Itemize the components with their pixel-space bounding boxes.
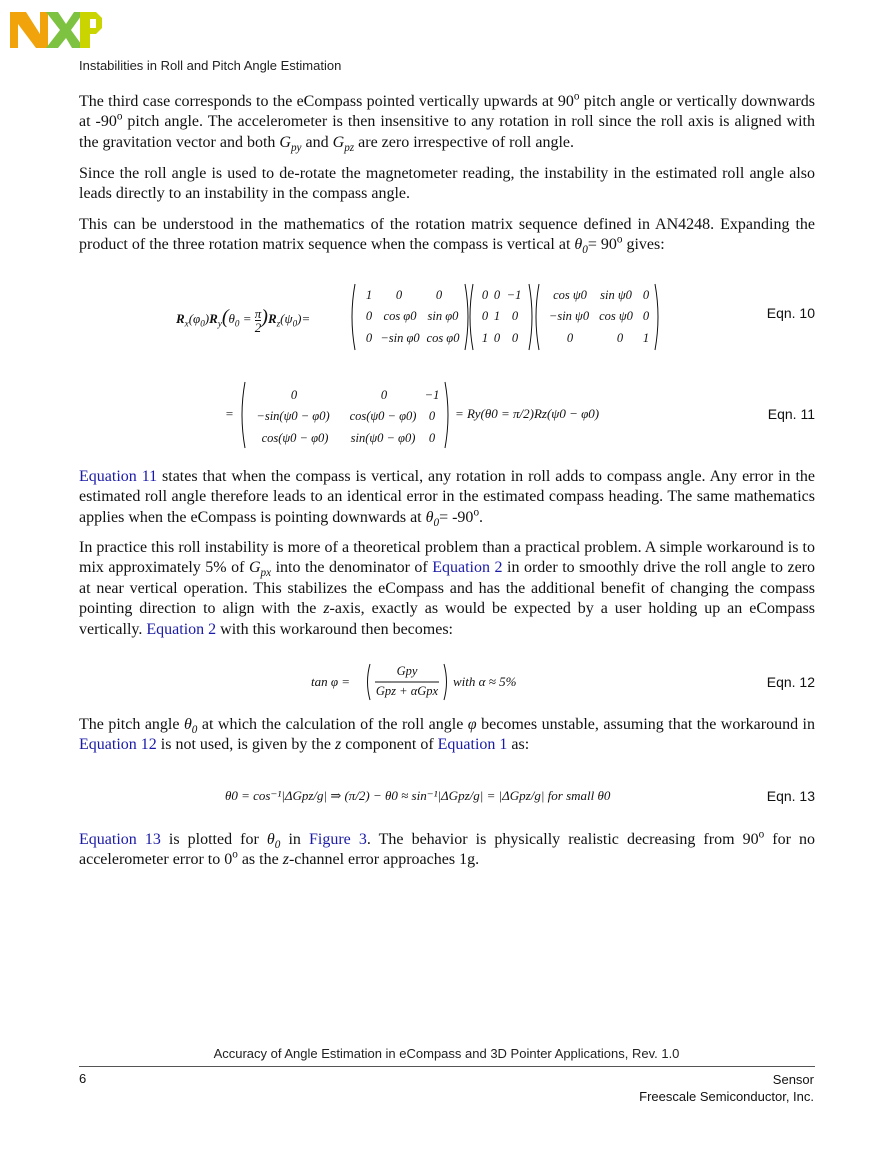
subscript: 0	[191, 724, 198, 737]
equation-12-link[interactable]: Equation 12	[79, 736, 157, 754]
subscript: 0	[433, 517, 440, 529]
text: in	[280, 831, 309, 848]
text: for no accelerometer error to 0	[79, 831, 816, 869]
text: at which the calculation of the roll angle	[197, 716, 468, 733]
eq11-cell: sin(ψ0 − φ0)	[350, 431, 416, 445]
text: The third case corresponds to the eCompass pointed vertically upwards at 90	[79, 93, 574, 110]
eq10-m2-cell: 0	[481, 309, 489, 323]
eq10-m1-cell: 0	[395, 288, 403, 302]
eq11-rhs: = Ry(θ0 = π/2)Rz(ψ0 − φ0)	[455, 406, 600, 421]
symbol: G	[279, 133, 291, 151]
symbol: G	[248, 559, 261, 577]
paragraph-figure3	[79, 830, 815, 871]
text: -channel error approaches 1g.	[288, 851, 480, 869]
symbol: θ	[183, 716, 192, 733]
eq12-lhs: tan φ =	[311, 674, 351, 689]
eq10-m2-cell: 0	[493, 331, 501, 345]
text: as:	[507, 736, 530, 754]
text: gives:	[622, 236, 665, 254]
eq10-m1-cell: cos φ0	[383, 309, 417, 323]
superscript: o	[116, 111, 123, 124]
symbol: G	[332, 133, 345, 151]
text: states that when the compass is vertical, any rotation in roll adds to compass angle. Any error in the estimated roll angle therefore leads to an identical error in the estimated compass heading. The same mathematics applies when the eCompass is pointing downwards at	[79, 468, 816, 526]
paragraph-pitch-instability	[79, 715, 815, 756]
text: = 90	[587, 236, 617, 254]
eq10-m2-cell: 0	[481, 288, 489, 302]
symbol: θ	[266, 831, 275, 848]
equation-11-link[interactable]: Equation 11	[79, 468, 158, 485]
symbol: θ	[574, 236, 583, 254]
equation-1-link[interactable]: Equation 1	[437, 736, 508, 754]
equation-11	[79, 378, 815, 454]
eq10-m2-cell: 0	[493, 288, 501, 302]
eq10-m3-cell: 0	[642, 309, 650, 323]
eqn-10-label: Eqn. 10	[766, 305, 815, 321]
footer-document-title: Accuracy of Angle Estimation in eCompass and 3D Pointer Applications, Rev. 1.0	[213, 1046, 680, 1061]
text: as the	[237, 851, 283, 869]
page-number: 6	[79, 1071, 87, 1086]
eq13-formula: θ0 = cos⁻¹|ΔGpz/g| ⇒ (π/2) − θ0 ≈ sin⁻¹|ΔGpz/g| = |ΔGpz/g| for small θ0	[225, 788, 611, 803]
eq10-m3-cell: 0	[616, 331, 624, 345]
eq10-m2-cell: 0	[511, 331, 519, 345]
eq11-cell: 0	[428, 409, 436, 423]
equation-2-link[interactable]: Equation 2	[146, 620, 217, 638]
eq10-m1-cell: 1	[365, 288, 373, 302]
subscript: px	[260, 567, 272, 580]
symbol: z	[334, 736, 342, 754]
eq10-m1-cell: 0	[365, 331, 373, 345]
text: is not used, is given by the	[156, 736, 335, 754]
eq10-m1-cell: cos φ0	[426, 331, 460, 345]
eq10-lhs: $R_x(\varphi_0)R_y(\theta_0 = \pi$ 2 )$R_z(\psi_0)=$	[176, 305, 311, 335]
eq12-denominator: Gpz + αGpx	[375, 684, 439, 698]
text: and	[301, 133, 333, 151]
text: in order to smoothly drive the roll angle to zero at near vertical operation. This stabilizes the eCompass and has the additional benefit of changing the compass pointing direction to align with the	[79, 559, 816, 618]
eq11-cell: 0	[428, 431, 436, 445]
figure-3-link[interactable]: Figure 3	[308, 831, 367, 848]
text: = -90	[439, 508, 474, 526]
eq11-cell: −1	[424, 388, 440, 402]
text: .	[479, 508, 484, 526]
eq10-m2-cell: 1	[481, 331, 489, 345]
text: In practice this roll instability is more of a theoretical problem than a practical problem. A simple workaround is to mix approximately 5% of	[79, 539, 815, 577]
text: pitch angle or vertically downwards at -90	[79, 93, 815, 131]
eq10-m1-cell: 0	[435, 288, 443, 302]
nxp-logo	[10, 12, 102, 48]
paragraph-vertical-case	[79, 92, 815, 153]
superscript: o	[473, 506, 480, 519]
equation-13	[79, 774, 815, 818]
eq10-m3-cell: 1	[642, 331, 650, 345]
eq10-m3-cell: 0	[566, 331, 574, 345]
eq11-cell: cos(ψ0 − φ0)	[349, 409, 417, 423]
text: are zero irrespective of roll angle.	[354, 133, 575, 151]
superscript: o	[232, 849, 238, 862]
eq10-m3-cell: −sin ψ0	[548, 309, 590, 323]
text: The pitch angle	[79, 716, 184, 733]
text: is plotted for	[160, 831, 267, 848]
subscript: 0	[582, 244, 588, 257]
text: -axis, exactly as would be expected by a user holding up an eCompass vertically.	[79, 600, 815, 638]
symbol: z	[282, 851, 289, 869]
footer-divider	[79, 1066, 815, 1067]
paragraph-equation11-explanation	[79, 467, 815, 528]
paragraph-rotation-matrix	[79, 215, 815, 256]
eq11-cell: −sin(ψ0 − φ0)	[256, 409, 330, 423]
text: component of	[341, 736, 438, 754]
eq10-m1-cell: 0	[365, 309, 373, 323]
eqn-11-label: Eqn. 11	[767, 406, 815, 422]
symbol: θ	[425, 508, 434, 526]
symbol: z	[323, 600, 330, 618]
eq12-condition: with α ≈ 5%	[453, 674, 517, 689]
paragraph-workaround	[79, 538, 815, 640]
text: . The behavior is physically realistic decreasing from 90	[366, 831, 759, 848]
text: becomes unstable, assuming that the workaround in	[476, 716, 815, 733]
subscript: py	[290, 142, 302, 154]
eq10-m2-cell: 0	[511, 309, 519, 323]
eq12-numerator: Gpy	[396, 664, 418, 678]
eq11-cell: 0	[290, 388, 298, 402]
footer-publisher	[639, 1071, 814, 1105]
footer-category: Sensor	[772, 1072, 814, 1087]
eq10-m3-cell: cos ψ0	[599, 309, 633, 323]
eqn-12-label: Eqn. 12	[766, 674, 815, 690]
eq10-m3-cell: 0	[642, 288, 650, 302]
text: pitch angle. The accelerometer is then insensitive to any rotation in roll since the roll axis is aligned with the gravitation vector and both	[79, 113, 816, 151]
eq11-cell: 0	[380, 388, 388, 402]
eq10-m1-cell: −sin φ0	[380, 331, 420, 345]
equation-10	[79, 278, 815, 354]
eq11-cell: cos(ψ0 − φ0)	[261, 431, 329, 445]
superscript: o	[758, 828, 765, 841]
eq10-m1-cell: sin φ0	[427, 309, 459, 323]
eq10-m2-cell: 1	[493, 309, 501, 323]
text: with this workaround then becomes:	[216, 620, 453, 638]
equation-2-link[interactable]: Equation 2	[432, 559, 503, 577]
text: into the denominator of	[271, 559, 433, 577]
equation-13-link[interactable]: Equation 13	[79, 831, 161, 848]
footer-company: Freescale Semiconductor, Inc.	[639, 1089, 814, 1104]
subscript: pz	[344, 142, 355, 154]
eq10-m2-cell: −1	[506, 288, 522, 302]
text: This can be understood in the mathematics of the rotation matrix sequence defined in AN4248. Expanding the product of the three rotation matrix sequence when the compass is vertical at	[79, 216, 815, 254]
superscript: o	[573, 90, 580, 103]
eq10-m3-cell: cos ψ0	[553, 288, 587, 302]
eq10-m3-cell: sin ψ0	[600, 288, 632, 302]
subscript: 0	[274, 839, 281, 852]
eq11-lhs: =	[225, 406, 234, 421]
paragraph-roll-derotate: Since the roll angle is used to de-rotate the magnetometer reading, the instability in the estimated roll angle also leads directly to an instability in the compass angle.	[79, 165, 815, 203]
superscript: o	[616, 234, 623, 247]
equation-12	[79, 660, 815, 704]
section-header: Instabilities in Roll and Pitch Angle Estimation	[79, 58, 342, 73]
symbol: φ	[467, 716, 477, 733]
eqn-13-label: Eqn. 13	[766, 788, 815, 804]
